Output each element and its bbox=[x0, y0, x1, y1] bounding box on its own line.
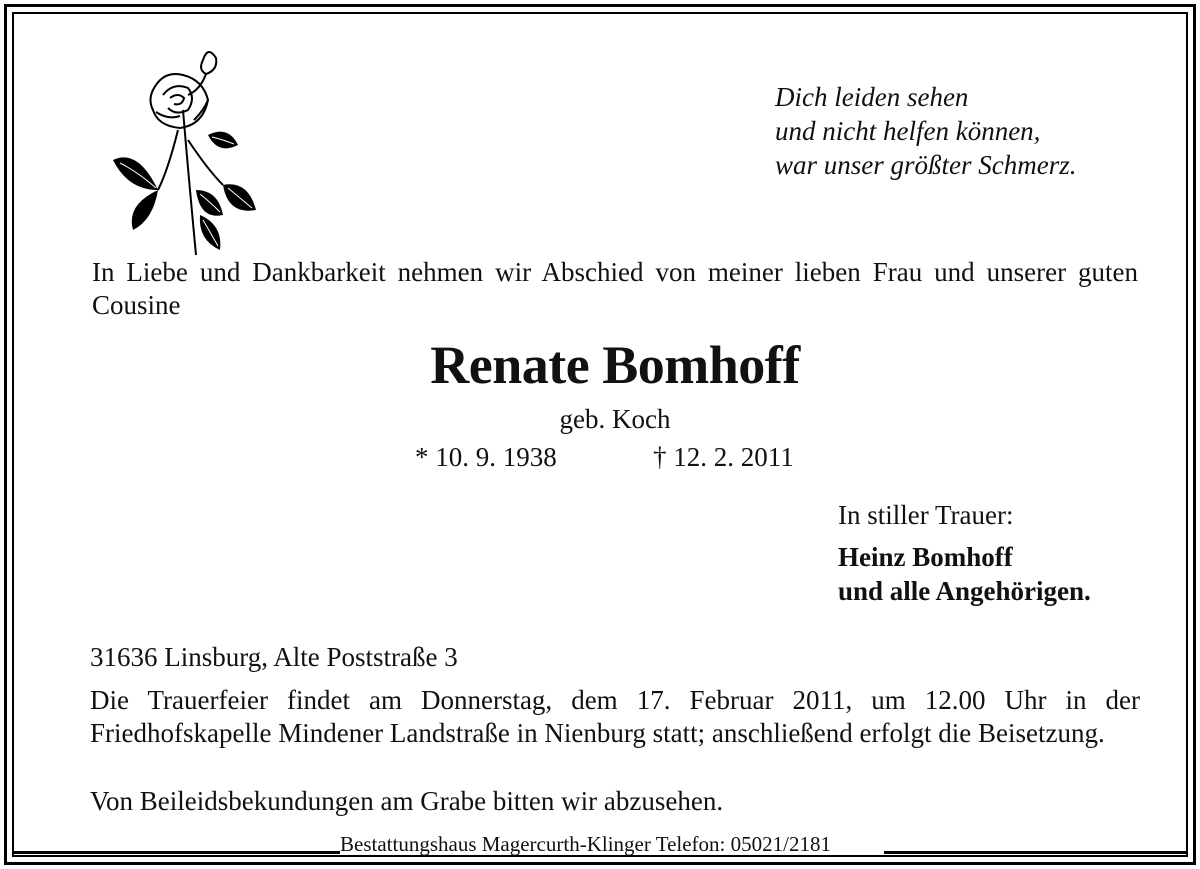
quote-line: war unser größter Schmerz. bbox=[775, 150, 1077, 180]
footer-rule bbox=[12, 851, 340, 854]
mourners bbox=[838, 540, 1091, 608]
mourner-name: und alle Angehörigen. bbox=[838, 576, 1091, 606]
quote-line: Dich leiden sehen bbox=[775, 82, 969, 112]
mourner-name: Heinz Bomhoff bbox=[838, 542, 1013, 572]
funeral-home-info: Bestattungshaus Magercurth-Klinger Telefon: 05021/2181 bbox=[340, 832, 831, 856]
rose-icon bbox=[108, 40, 258, 260]
deceased-name: Renate Bomhoff bbox=[430, 335, 800, 395]
address: 31636 Linsburg, Alte Poststraße 3 bbox=[90, 642, 458, 672]
intro-text: In Liebe und Dankbarkeit nehmen wir Abschied von meiner lieben Frau und unserer guten Cousine bbox=[92, 257, 1138, 320]
condolence-note: Von Beileidsbekundungen am Grabe bitten wir abzusehen. bbox=[90, 786, 724, 816]
quote bbox=[775, 80, 1077, 182]
mourning-label: In stiller Trauer: bbox=[838, 500, 1014, 530]
footer bbox=[0, 832, 1200, 858]
birth-date: * 10. 9. 1938 bbox=[415, 442, 557, 472]
death-date: † 12. 2. 2011 bbox=[653, 442, 794, 472]
quote-line: und nicht helfen können, bbox=[775, 116, 1041, 146]
service-details: Die Trauerfeier findet am Donnerstag, dem 17. Februar 2011, um 12.00 Uhr in der Friedhofskapelle Mindener Landstraße in Nienburg statt; anschließend erfolgt die Beisetzung. bbox=[90, 685, 1140, 748]
footer-rule bbox=[884, 851, 1188, 854]
birth-name: geb. Koch bbox=[559, 404, 671, 434]
